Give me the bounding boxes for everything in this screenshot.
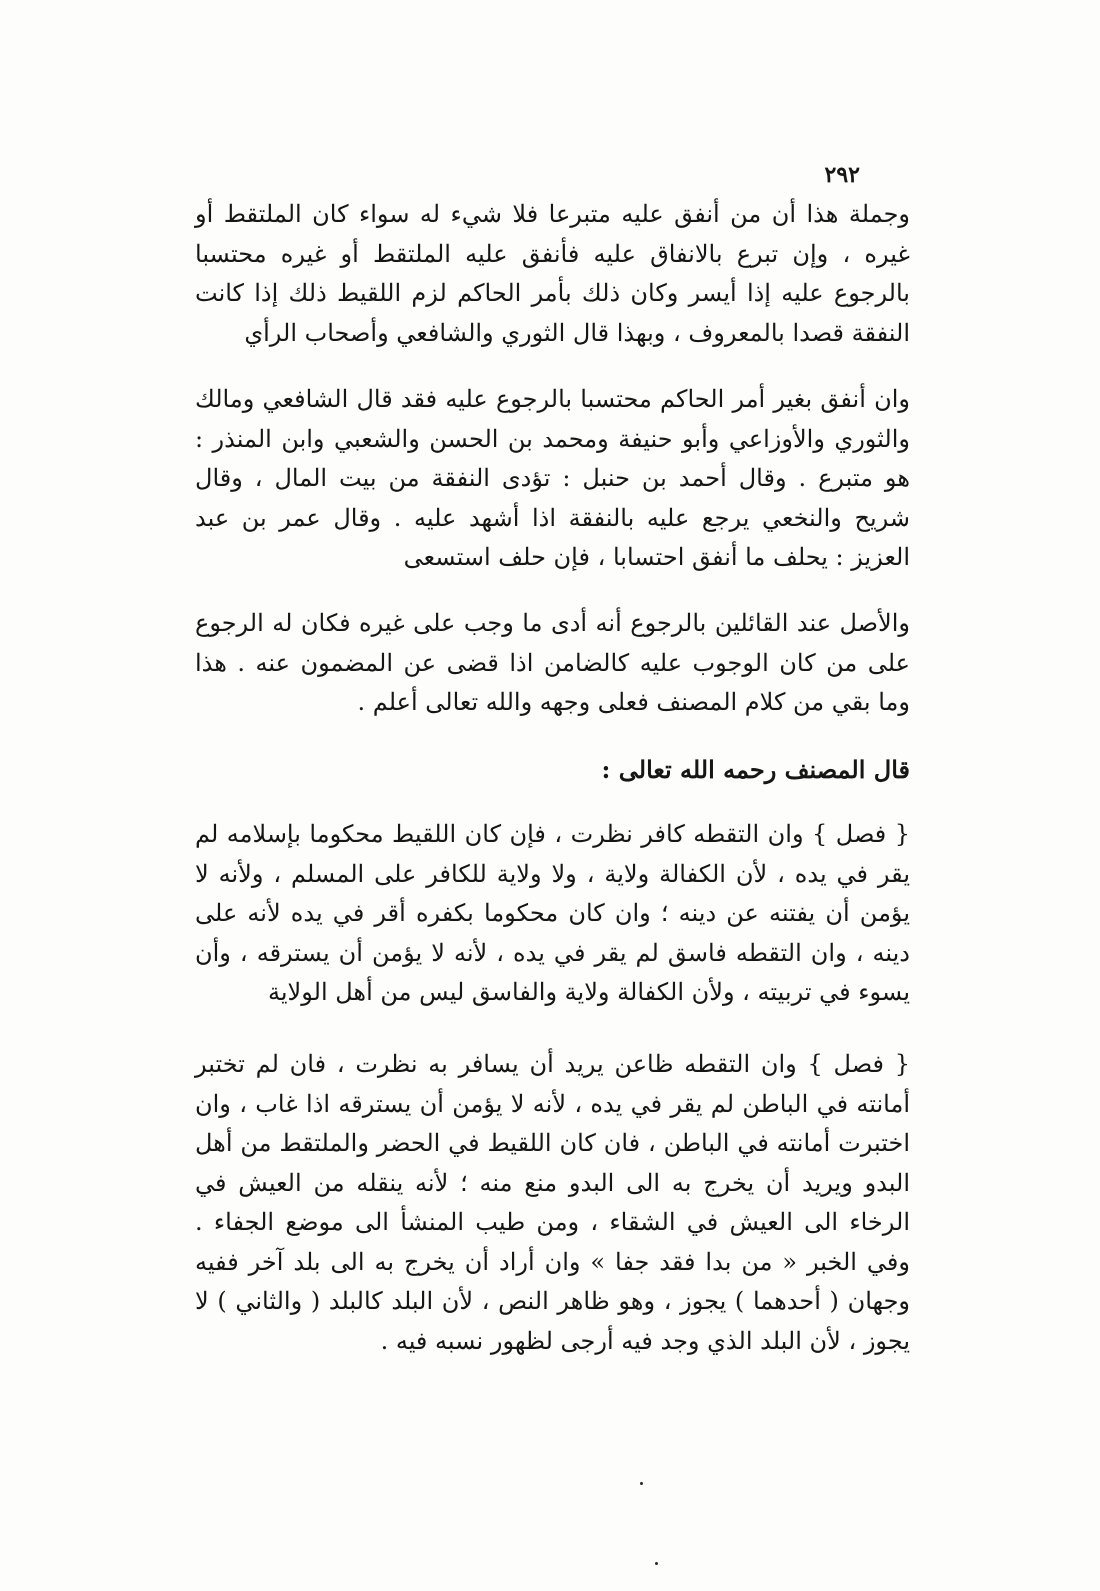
paragraph-fasl-1 [195, 815, 910, 1013]
print-speck [655, 1562, 658, 1565]
paragraph-fasl-2-text: { فصل } وان التقطه ظاعن يريد أن يسافر به نظرت ، فان لم تختبر أمانته في الباطن لم يقر في يده ، لأنه لا يؤمن أن يسترقه اذا غاب ، وان اختبرت أمانته في الباطن ، فان كان اللقيط في الحضر والملتقط من أهل البدو ويريد أن يخرج به الى البدو منع منه ؛ لأنه ينقله من العيش في الرخاء الى العيش في الشقاء ، ومن طيب المنشأ الى موضع الجفاء . وفي الخبر « من بدا فقد جفا » وان أراد أن يخرج به الى بلد آخر ففيه وجهان ( أحدهما ) يجوز ، وهو ظاهر النص ، لأن البلد كالبلد ( والثاني ) لا يجوز ، لأن البلد الذي وجد فيه أرجى لظهور نسبه فيه . [195, 1050, 910, 1355]
paragraph-3-text: والأصل عند القائلين بالرجوع أنه أدى ما وجب على غيره فكان له الرجوع على من كان الوجوب عليه كالضامن اذا قضى عن المضمون عنه . هذا وما بقي من كلام المصنف فعلى وجهه والله تعالى أعلم . [195, 609, 910, 716]
paragraph-fasl-1-text: { فصل } وان التقطه كافر نظرت ، فإن كان اللقيط محكوما بإسلامه لم يقر في يده ، لأن الكفالة ولاية ، ولا ولاية للكافر على المسلم ، ولأنه لا يؤمن أن يفتنه عن دينه ؛ وان كان محكوما بكفره أقر في يده لأنه على دينه ، وان التقطه فاسق لم يقر في يده ، لأنه لا يؤمن أن يسترقه ، وأن يسوء في تربيته ، ولأن الكفالة ولاية والفاسق ليس من أهل الولاية [195, 820, 910, 1006]
section-heading [195, 750, 910, 790]
paragraph-2 [195, 380, 910, 578]
paragraph-3 [195, 604, 910, 723]
paragraph-fasl-2 [195, 1045, 910, 1361]
paragraph-2-text: وان أنفق بغير أمر الحاكم محتسبا بالرجوع عليه فقد قال الشافعي ومالك والثوري والأوزاعي وأبو حنيفة ومحمد بن الحسن والشعبي وابن المنذر : هو متبرع . وقال أحمد بن حنبل : تؤدى النفقة من بيت المال ، وقال شريح والنخعي يرجع عليه بالنفقة اذا أشهد عليه . وقال عمر بن عبد العزيز : يحلف ما أنفق احتسابا ، فإن حلف استسعى [195, 385, 910, 571]
paragraph-1 [195, 195, 910, 353]
print-speck [640, 1482, 643, 1485]
section-heading-text: قال المصنف رحمه الله تعالى : [601, 755, 910, 784]
paragraph-1-text: وجملة هذا أن من أنفق عليه متبرعا فلا شيء له سواء كان الملتقط أو غيره ، وإن تبرع بالانفاق عليه فأنفق عليه الملتقط أو غيره محتسبا بالرجوع عليه إذا أيسر وكان ذلك بأمر الحاكم لزم اللقيط ذلك إذا كانت النفقة قصدا بالمعروف ، وبهذا قال الثوري والشافعي وأصحاب الرأي [195, 200, 910, 347]
page-number: ٢٩٢ [824, 162, 860, 188]
